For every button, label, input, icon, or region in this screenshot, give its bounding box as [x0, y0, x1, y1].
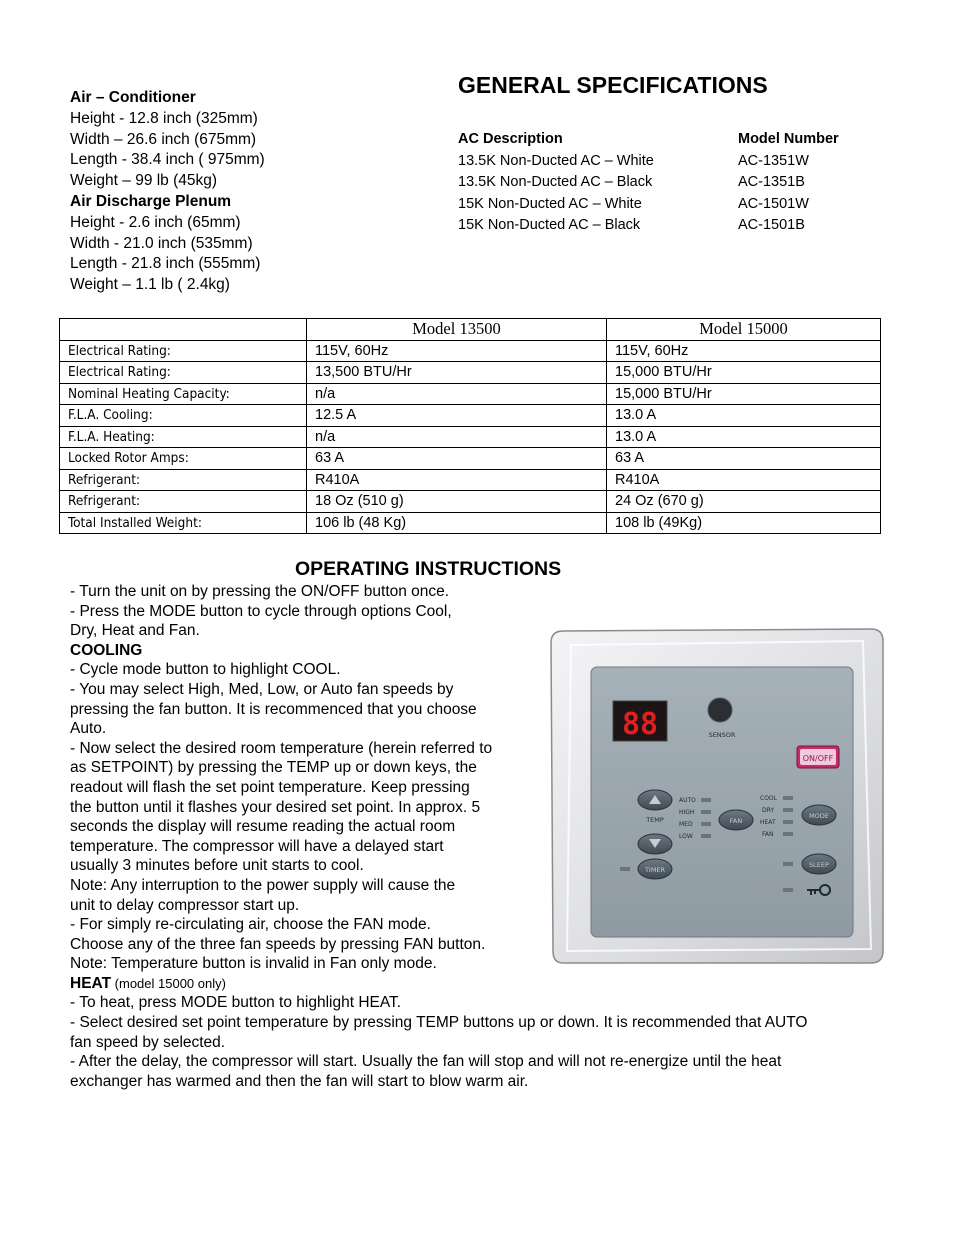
- sensor-icon: [708, 698, 732, 722]
- instruction-line: Note: Any interruption to the power supply will cause the: [70, 876, 456, 894]
- mode-dry: DRY: [762, 807, 775, 814]
- table-cell: R410A: [607, 469, 881, 491]
- plenum-length: Length - 21.8 inch (555mm): [70, 255, 261, 273]
- table-row: [60, 512, 881, 534]
- table-cell: 24 Oz (670 g): [607, 491, 881, 513]
- table-cell: R410A: [307, 469, 607, 491]
- cooling-header: COOLING: [70, 641, 143, 659]
- table-cell: 106 lb (48 Kg): [307, 512, 607, 534]
- plenum-height: Height - 2.6 inch (65mm): [70, 213, 241, 231]
- table-cell: 13.0 A: [607, 405, 881, 427]
- spec-model: AC-1501W: [738, 195, 809, 212]
- table-cell-label: F.L.A. Heating:: [60, 426, 307, 448]
- plenum-weight: Weight – 1.1 lb ( 2.4kg): [70, 276, 230, 294]
- instruction-line: fan speed by selected.: [70, 1033, 226, 1051]
- instruction-line: readout will flash the set point temperature. Keep pressing: [70, 778, 470, 796]
- spec-model: AC-1351W: [738, 152, 809, 169]
- table-row: [60, 426, 881, 448]
- instruction-line: unit to delay compressor start up.: [70, 896, 300, 914]
- mode-label: MODE: [809, 812, 829, 820]
- table-header-row: [60, 319, 881, 341]
- fan-speed-auto: AUTO: [679, 797, 696, 804]
- spec-desc: 15K Non-Ducted AC – White: [458, 195, 642, 212]
- control-panel-image: [549, 623, 885, 965]
- ac-width: Width – 26.6 inch (675mm): [70, 130, 257, 148]
- instruction-line: temperature. The compressor will have a delayed start: [70, 837, 444, 855]
- instruction-line: the button until it flashes your desired set point. In approx. 5: [70, 798, 481, 816]
- spec-header-row: [458, 129, 898, 151]
- instruction-line: - Press the MODE button to cycle through options Cool,: [70, 602, 452, 620]
- heat-header-line: [70, 974, 890, 994]
- instruction-line: exchanger has warmed and then the fan will start to blow warm air.: [70, 1072, 529, 1090]
- plenum-width: Width - 21.0 inch (535mm): [70, 234, 253, 252]
- table-header-blank: [60, 319, 307, 341]
- instruction-line: seconds the display will resume reading the actual room: [70, 818, 456, 836]
- instruction-line: Note: Temperature button is invalid in Fan only mode.: [70, 955, 437, 973]
- heat-note: (model 15000 only): [111, 975, 226, 991]
- spec-model: AC-1501B: [738, 217, 805, 234]
- table-row: [60, 491, 881, 513]
- table-row: [60, 405, 881, 427]
- led-digits: 88: [621, 707, 659, 742]
- spec-row: [458, 151, 898, 173]
- sensor-label: SENSOR: [708, 731, 736, 739]
- ac-header: Air – Conditioner: [70, 89, 196, 106]
- table-cell-label: Locked Rotor Amps:: [60, 448, 307, 470]
- spec-model: AC-1351B: [738, 174, 805, 191]
- table-row: [60, 340, 881, 362]
- ac-length: Length - 38.4 inch ( 975mm): [70, 151, 265, 169]
- instruction-line: - After the delay, the compressor will start. Usually the fan will stop and will not re-energize until the heat: [70, 1053, 782, 1071]
- instruction-line: Choose any of the three fan speeds by pressing FAN button.: [70, 935, 486, 953]
- fan-speed-high: HIGH: [679, 809, 695, 816]
- table-row: [60, 469, 881, 491]
- timer-indicator: [620, 867, 630, 871]
- table-cell-label: Refrigerant:: [60, 469, 307, 491]
- instruction-line: - Turn the unit on by pressing the ON/OFF button once.: [70, 583, 450, 600]
- rating-table: [59, 318, 881, 534]
- fan-label: FAN: [729, 817, 743, 825]
- instruction-line: Dry, Heat and Fan.: [70, 622, 200, 640]
- table-row: [60, 362, 881, 384]
- spec-row: [458, 215, 898, 237]
- instruction-line: - You may select High, Med, Low, or Auto fan speeds by: [70, 680, 454, 698]
- on-off-label: ON/OFF: [802, 754, 834, 763]
- table-cell-label: Electrical Rating:: [60, 362, 307, 384]
- fan-speed-med: MED: [679, 821, 693, 828]
- operating-title: OPERATING INSTRUCTIONS: [295, 558, 562, 580]
- instruction-line: - Select desired set point temperature by pressing TEMP buttons up or down. It is recommended that AUTO: [70, 1014, 808, 1032]
- timer-label: TIMER: [644, 866, 666, 874]
- table-cell: 13.0 A: [607, 426, 881, 448]
- table-cell: n/a: [307, 426, 607, 448]
- table-cell: 108 lb (49Kg): [607, 512, 881, 534]
- spec-row: [458, 194, 898, 216]
- table-cell-label: Electrical Rating:: [60, 340, 307, 362]
- table-cell: 115V, 60Hz: [607, 340, 881, 362]
- table-cell-label: Nominal Heating Capacity:: [60, 383, 307, 405]
- spec-col-model: Model Number: [738, 131, 839, 147]
- table-row: [60, 383, 881, 405]
- mode-fan: FAN: [762, 831, 774, 838]
- table-cell-label: F.L.A. Cooling:: [60, 405, 307, 427]
- instruction-line: - To heat, press MODE button to highlight HEAT.: [70, 994, 402, 1012]
- instruction-line: pressing the fan button. It is recommenced that you choose: [70, 700, 477, 718]
- instruction-line: - For simply re-circulating air, choose the FAN mode.: [70, 916, 431, 934]
- spec-row: [458, 172, 898, 194]
- spec-list: [458, 129, 898, 237]
- sleep-label: SLEEP: [809, 861, 829, 869]
- table-cell: 12.5 A: [307, 405, 607, 427]
- table-cell: 15,000 BTU/Hr: [607, 383, 881, 405]
- mode-cool: COOL: [760, 795, 777, 802]
- table-cell: 63 A: [607, 448, 881, 470]
- spec-desc: 13.5K Non-Ducted AC – White: [458, 152, 654, 169]
- table-cell-label: Total Installed Weight:: [60, 512, 307, 534]
- instruction-line: usually 3 minutes before unit starts to cool.: [70, 857, 364, 875]
- table-header-13500: Model 13500: [307, 319, 607, 341]
- sleep-indicator: [783, 862, 793, 866]
- dimensions-block: [70, 88, 410, 296]
- table-header-15000: Model 15000: [607, 319, 881, 341]
- instruction-line: Auto.: [70, 720, 107, 738]
- table-cell: 15,000 BTU/Hr: [607, 362, 881, 384]
- table-cell: n/a: [307, 383, 607, 405]
- ac-height: Height - 12.8 inch (325mm): [70, 109, 258, 127]
- ac-weight: Weight – 99 lb (45kg): [70, 172, 218, 190]
- plenum-header: Air Discharge Plenum: [70, 192, 232, 210]
- temp-label: TEMP: [646, 816, 664, 824]
- spec-desc: 13.5K Non-Ducted AC – Black: [458, 174, 653, 191]
- table-cell: 18 Oz (510 g): [307, 491, 607, 513]
- table-row: [60, 448, 881, 470]
- table-cell: 63 A: [307, 448, 607, 470]
- instruction-line: as SETPOINT) by pressing the TEMP up or down keys, the: [70, 759, 477, 777]
- table-cell: 13,500 BTU/Hr: [307, 362, 607, 384]
- fan-speed-low: LOW: [679, 833, 693, 840]
- lock-indicator: [783, 888, 793, 892]
- spec-col-desc: AC Description: [458, 131, 563, 147]
- heat-header: HEAT: [70, 974, 112, 992]
- table-cell-label: Refrigerant:: [60, 491, 307, 513]
- table-cell: 115V, 60Hz: [307, 340, 607, 362]
- spec-desc: 15K Non-Ducted AC – Black: [458, 217, 641, 234]
- instruction-line: - Now select the desired room temperature (herein referred to: [70, 739, 493, 757]
- spec-title: GENERAL SPECIFICATIONS: [458, 72, 768, 98]
- mode-heat: HEAT: [760, 819, 776, 826]
- instruction-line: - Cycle mode button to highlight COOL.: [70, 661, 341, 679]
